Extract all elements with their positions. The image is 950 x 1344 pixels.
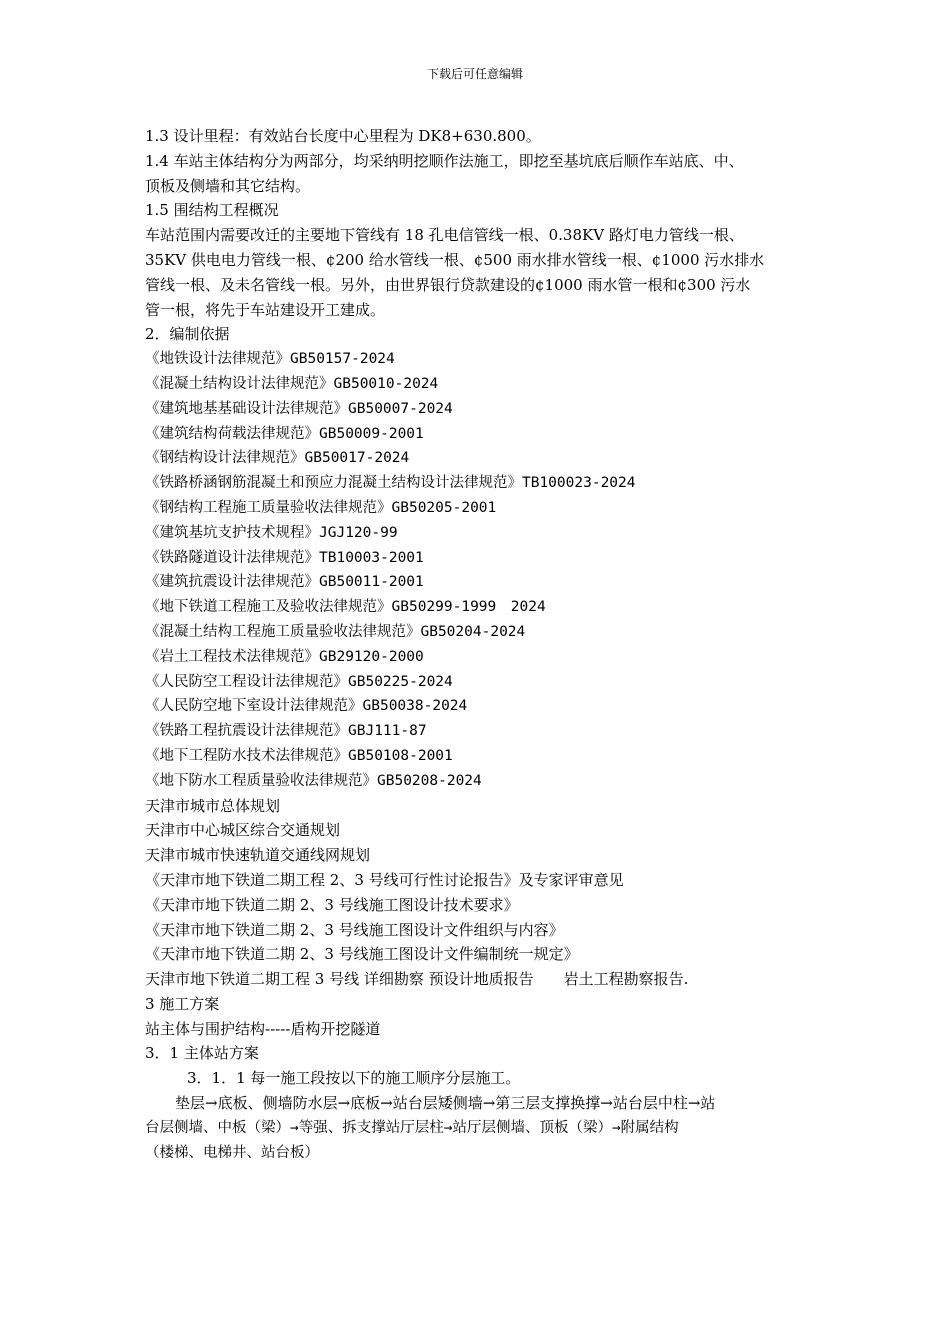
- reference-item: 《人民防空地下室设计法律规范》GB50038-2024: [145, 698, 468, 715]
- reference-item: 《建筑抗震设计法律规范》GB50011-2001: [145, 574, 424, 591]
- reference-item: 天津市中心城区综合交通规划: [145, 821, 341, 840]
- reference-item: 《地下防水工程质量验收法律规范》GB50208-2024: [145, 772, 482, 789]
- reference-item: 《天津市地下铁道二期 2、3 号线施工图设计技术要求》: [145, 895, 519, 914]
- text-line: 站主体与围护结构-----盾构开挖隧道: [145, 1019, 381, 1038]
- text-line: 1.4 车站主体结构分为两部分，均采纳明挖顺作法施工，即挖至基坑底后顺作车站底、中、: [145, 151, 744, 170]
- reference-item: 《天津市地下铁道二期工程 2、3 号线可行性讨论报告》及专家评审意见: [145, 870, 624, 889]
- reference-item: 天津市地下铁道二期工程 3 号线 详细勘察 预设计地质报告 岩土工程勘察报告.: [145, 970, 689, 989]
- text-line: 台层侧墙、中板（梁）→等强、拆支撑站厅层柱→站厅层侧墙、顶板（梁）→附属结构: [145, 1119, 679, 1136]
- reference-item: 《建筑结构荷载法律规范》GB50009-2001: [145, 425, 424, 442]
- reference-item: 《人民防空工程设计法律规范》GB50225-2024: [145, 673, 453, 690]
- text-line: 管一根，将先于车站建设开工建成。: [145, 300, 386, 319]
- reference-item: 《混凝土结构设计法律规范》GB50010-2024: [145, 375, 439, 392]
- text-line: 3．1．1 每一施工段按以下的施工顺序分层施工。: [187, 1069, 521, 1088]
- reference-item: 《岩土工程技术法律规范》GB29120-2000: [145, 648, 424, 665]
- reference-item: 天津市城市快速轨道交通线网规划: [145, 846, 371, 865]
- section-heading: 3 施工方案: [145, 994, 220, 1013]
- section-heading: 1.5 围结构工程概况: [145, 201, 279, 220]
- reference-item: 《地下铁道工程施工及验收法律规范》GB50299-1999 2024: [145, 599, 546, 616]
- reference-item: 《钢结构工程施工质量验收法律规范》GB50205-2001: [145, 499, 497, 516]
- reference-item: 《地下工程防水技术法律规范》GB50108-2001: [145, 747, 453, 764]
- reference-item: 天津市城市总体规划: [145, 796, 281, 815]
- document-body: [145, 124, 813, 1165]
- reference-item: 《天津市地下铁道二期 2、3 号线施工图设计文件组织与内容》: [145, 920, 564, 939]
- text-line: 顶板及侧墙和其它结构。: [145, 176, 311, 195]
- text-line: 管线一根、及未名管线一根。另外，由世界银行贷款建设的¢1000 雨水管一根和¢300 污水: [145, 275, 751, 294]
- text-line: 垫层→底板、侧墙防水层→底板→站台层矮侧墙→第三层支撑换撑→站台层中柱→站: [175, 1094, 716, 1113]
- reference-item: 《钢结构设计法律规范》GB50017-2024: [145, 450, 410, 467]
- reference-item: 《建筑地基基础设计法律规范》GB50007-2024: [145, 400, 453, 417]
- section-heading: 2．编制依据: [145, 325, 230, 344]
- reference-item: 《建筑基坑支护技术规程》JGJ120-99: [145, 524, 398, 541]
- reference-item: 《铁路隧道设计法律规范》TB10003-2001: [145, 549, 424, 566]
- text-line: 车站范围内需要改迁的主要地下管线有 18 孔电信管线一根、0.38KV 路灯电力管线一根、: [145, 226, 744, 245]
- reference-item: 《地铁设计法律规范》GB50157-2024: [145, 351, 395, 368]
- reference-item: 《铁路桥涵钢筋混凝土和预应力混凝土结构设计法律规范》TB100023-2024: [145, 475, 636, 492]
- text-line: 1.3 设计里程：有效站台长度中心里程为 DK8+630.800。: [145, 127, 541, 145]
- page-header: 下载后可任意编辑: [426, 67, 523, 81]
- reference-item: 《天津市地下铁道二期 2、3 号线施工图设计文件编制统一规定》: [145, 945, 579, 964]
- reference-item: 《混凝土结构工程施工质量验收法律规范》GB50204-2024: [145, 623, 526, 640]
- text-line: 35KV 供电电力管线一根、¢200 给水管线一根、¢500 雨水排水管线一根、¢1000 污水排水: [145, 250, 765, 269]
- text-line: （楼梯、电梯井、站台板）: [145, 1144, 319, 1161]
- reference-item: 《铁路工程抗震设计法律规范》GBJ111-87: [145, 723, 427, 740]
- section-heading: 3．1 主体站方案: [145, 1044, 259, 1063]
